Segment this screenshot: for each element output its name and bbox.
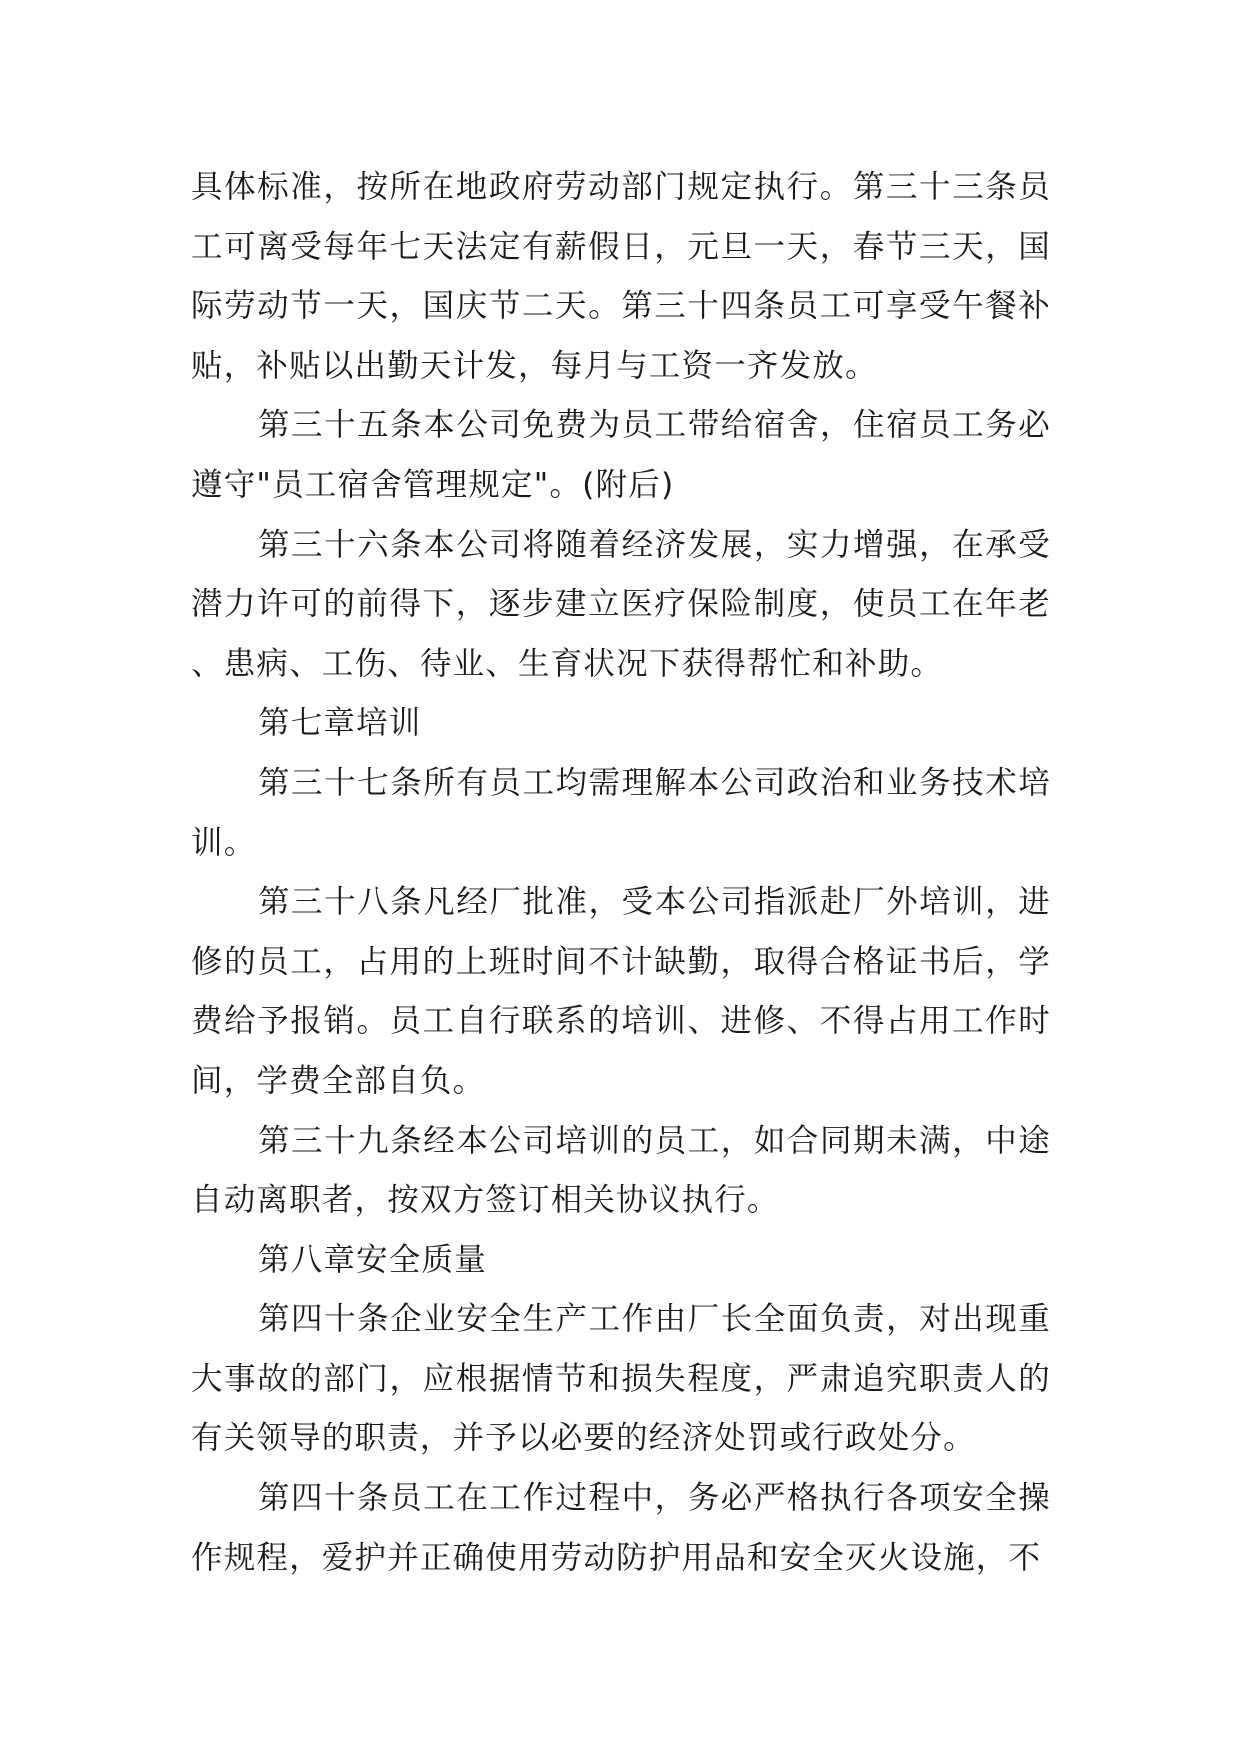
paragraph-article-39: 第三十九条经本公司培训的员工，如合同期未满，中途自动离职者，按双方签订相关协议执行。 [191,1122,1051,1219]
chapter-heading-safety-quality: 第八章安全质量 [258,1241,487,1278]
paragraph-article-38: 第三十八条凡经厂批准，受本公司指派赴厂外培训，进修的员工，占用的上班时间不计缺勤，取得合格证书后，学费给予报销。员工自行联系的培训、进修、不得占用工作时间，学费全部自负。 [191,884,1051,1099]
paragraph-benefits-continued: 具体标准，按所在地政府劳动部门规定执行。第三十三条员工可离受每年七天法定有薪假日，元旦一天，春节三天，国际劳动节一天，国庆节二天。第三十四条员工可享受午餐补贴，补贴以出勤天计发，每月与工资一齐发放。 [191,169,1051,384]
paragraph-article-37: 第三十七条所有员工均需理解本公司政治和业务技术培训。 [191,764,1051,861]
paragraph-article-35: 第三十五条本公司免费为员工带给宿舍，住宿员工务必遵守"员工宿舍管理规定"。(附后) [191,407,1051,503]
chapter-heading-training: 第七章培训 [258,705,422,742]
paragraph-article-40: 第四十条企业安全生产工作由厂长全面负责，对出现重大事故的部门，应根据情节和损失程度，严肃追究职责人的有关领导的职责，并予以必要的经济处罚或行政处分。 [191,1301,1051,1457]
paragraph-article-40-duplicate: 第四十条员工在工作过程中，务必严格执行各项安全操作规程，爱护并正确使用劳动防护用品和安全灭火设施，不 [191,1480,1051,1576]
paragraph-article-36: 第三十六条本公司将随着经济发展，实力增强，在承受潜力许可的前得下，逐步建立医疗保险制度，使员工在年老、患病、工伤、待业、生育状况下获得帮忙和补助。 [191,526,1051,682]
document-body [191,158,1051,1588]
